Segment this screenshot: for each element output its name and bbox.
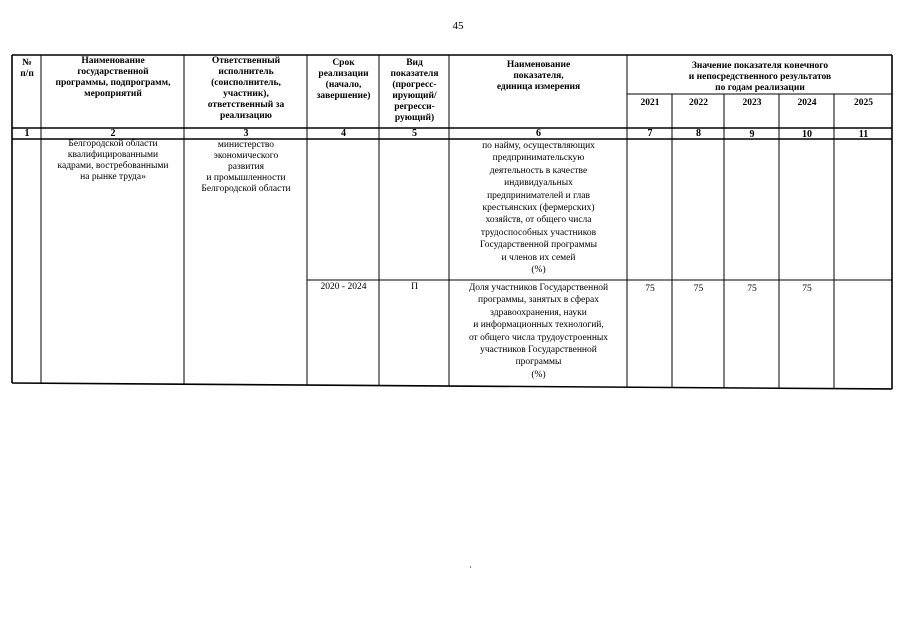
header-year-2024: 2024: [797, 98, 817, 108]
column-number-3: 3: [243, 129, 249, 139]
row2-value-2024: 75: [802, 284, 812, 294]
row2-indicator-type: П: [411, 282, 418, 292]
header-values-group: Значение показателя конечного и непосредственного результатов по годам реализации: [688, 61, 832, 93]
row1-indicator: по найму, осуществляющих предпринимательскую деятельность в качестве индивидуальных предпринимателей и глав крестьянских (фермерских) хозяйств, от общего числа трудоспособных участников Государственной программы и членов их семей (%): [480, 141, 597, 276]
header-year-2025: 2025: [854, 98, 873, 108]
row2-period: 2020 - 2024: [320, 282, 367, 292]
header-indicator-type: Вид показателя (прогресс- ирующий/ регресси- рующий): [390, 58, 439, 123]
header-year-2023: 2023: [742, 98, 762, 108]
header-number: № п/п: [20, 58, 34, 79]
row2-value-2021: 75: [645, 284, 655, 294]
column-number-8: 8: [696, 129, 701, 139]
header-year-2022: 2022: [689, 98, 708, 108]
column-number-5: 5: [412, 129, 417, 139]
column-number-2: 2: [110, 129, 116, 139]
header-indicator-name: Наименование показателя, единица измерения: [496, 60, 581, 92]
column-number-11: 11: [858, 130, 869, 140]
scan-speck: [470, 566, 471, 568]
row1-program-name: Белгородской области квалифицированными кадрами, востребованными на рынке труда»: [57, 139, 169, 182]
column-number-7: 7: [647, 129, 653, 139]
row2-value-2023: 75: [747, 284, 757, 294]
row1-responsible: министерство экономического развития и промышленности Белгородской области: [201, 140, 291, 194]
page-number: 45: [452, 20, 464, 32]
row2-indicator: Доля участников Государственной программы, занятых в сферах здравоохранения, науки и информационных технологий, от общего числа трудоустроенных участников Государственной программы (%): [468, 283, 609, 380]
header-program-name: Наименование государственной программы, подпрограмм, мероприятий: [55, 56, 171, 99]
column-number-6: 6: [536, 129, 541, 139]
column-number-9: 9: [749, 130, 755, 140]
column-number-4: 4: [341, 129, 346, 139]
header-responsible: Ответственный исполнитель (соисполнитель, участник), ответственный за реализацию: [207, 56, 285, 121]
header-year-2021: 2021: [640, 98, 660, 108]
column-number-1: 1: [24, 129, 30, 139]
header-period: Срок реализации (начало, завершение): [316, 58, 371, 101]
column-number-10: 10: [802, 130, 812, 140]
row2-value-2022: 75: [693, 284, 704, 294]
